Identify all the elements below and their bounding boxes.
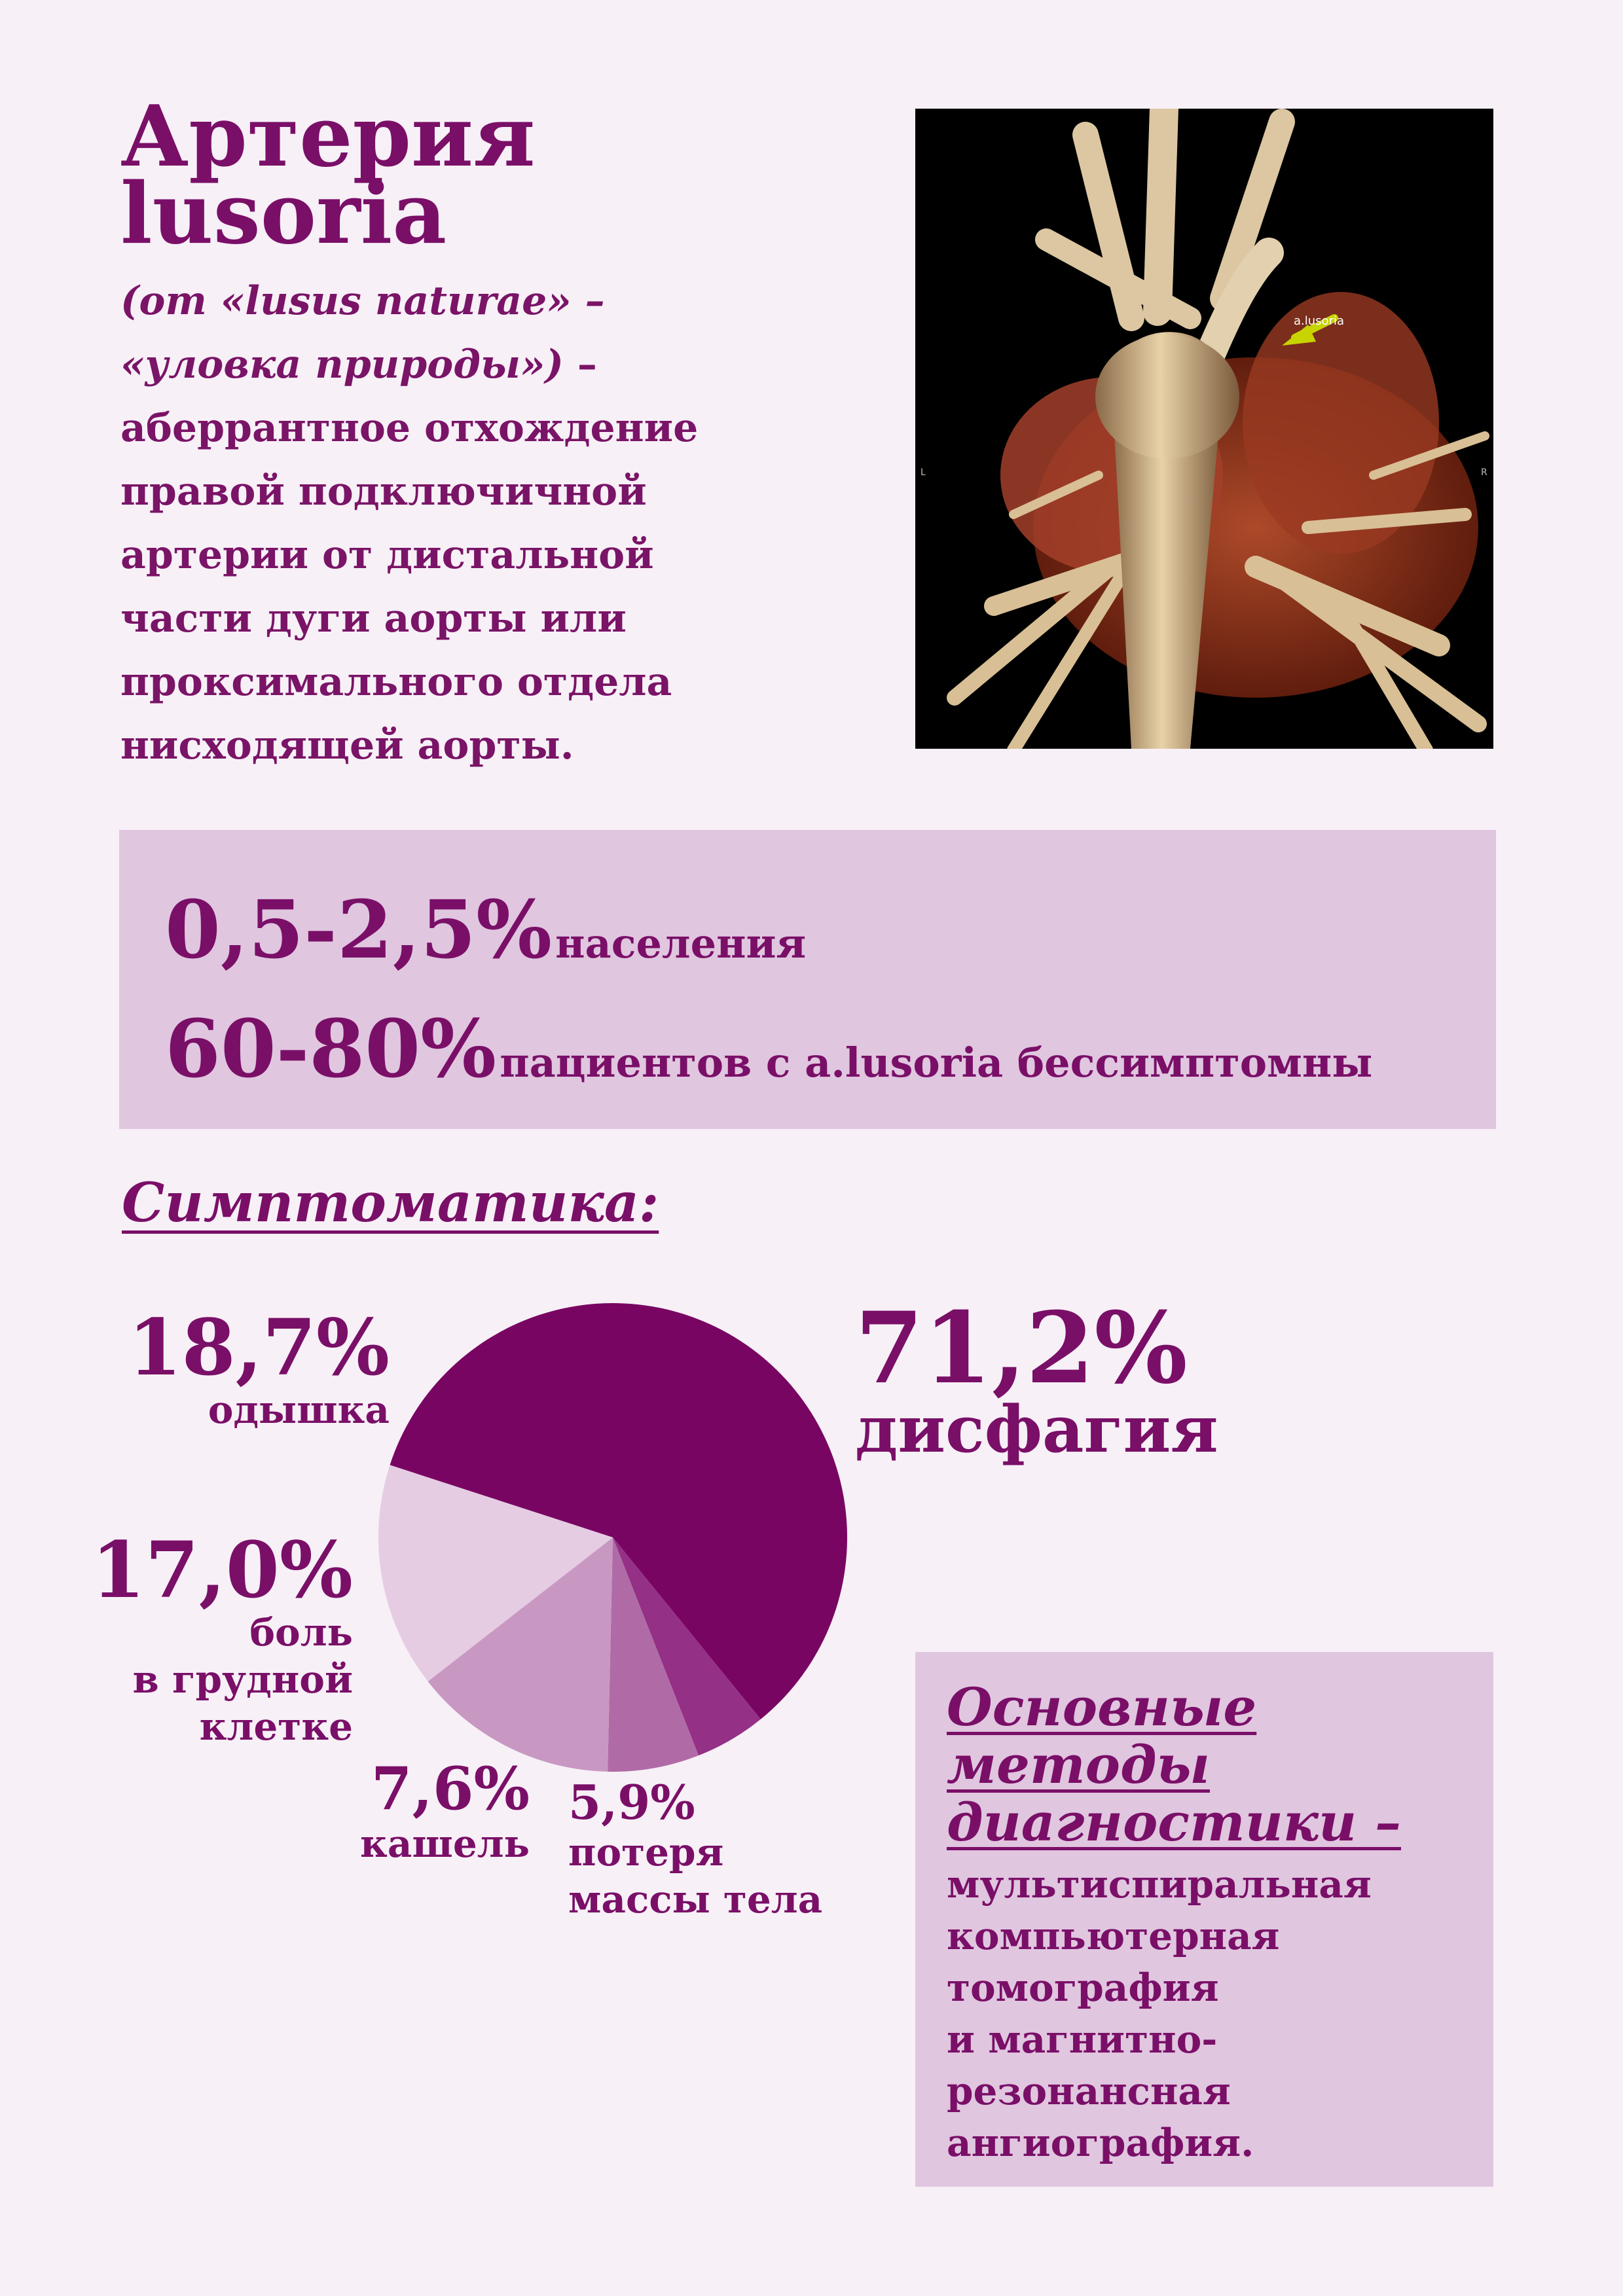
diagnostics-heading: [947, 1678, 1477, 1851]
stat-asymptomatic-value: 60-80%: [165, 1001, 497, 1096]
label-weight-loss: [568, 1776, 822, 1923]
stat-asymptomatic-text: пациентов с a.lusoria бессимптомны: [500, 1039, 1373, 1086]
diagnostics-box: [915, 1652, 1493, 2187]
diagnostics-text: [947, 1859, 1477, 2169]
diagnostics-text-line: мультиспиральная: [947, 1862, 1372, 1907]
label-weight-loss-text: потеря: [568, 1830, 724, 1874]
image-annotation: a.lusoria: [1294, 314, 1344, 328]
label-cough: [360, 1754, 530, 1867]
symptoms-heading: Симптоматика:: [122, 1172, 659, 1234]
label-dysphagia: [855, 1291, 1218, 1467]
label-chest-pain: [91, 1524, 353, 1750]
diagnostics-content: [947, 1678, 1477, 2169]
label-chest-pain-text: клетке: [199, 1704, 353, 1749]
etymology-line-1: (от «lusus naturae» –: [120, 278, 605, 324]
definition-line: нисходящей аорты.: [120, 723, 574, 768]
etymology-dash: –: [563, 342, 597, 387]
diagnostics-heading-line: Основные: [947, 1676, 1257, 1738]
diagnostics-heading-line: диагностики –: [947, 1791, 1401, 1853]
label-dyspnea-text: одышка: [208, 1388, 390, 1432]
diagnostics-heading-line: методы: [947, 1734, 1210, 1795]
label-weight-loss-text: массы тела: [568, 1877, 823, 1922]
label-dysphagia-value: 71,2%: [855, 1291, 1188, 1406]
orientation-left-marker: L: [921, 467, 926, 478]
diagnostics-text-line: ангиография.: [947, 2121, 1254, 2165]
label-cough-text: кашель: [360, 1821, 530, 1866]
label-chest-pain-text: боль: [249, 1610, 353, 1655]
page-title: [120, 88, 536, 263]
diagnostics-text-line: резонансная: [947, 2069, 1231, 2113]
statistics-box: [119, 830, 1496, 1129]
definition-line: части дуги аорты или: [120, 596, 627, 641]
stat-population-text: населения: [555, 920, 807, 967]
diagnostics-text-line: томография: [947, 1965, 1219, 2010]
definition-line: аберрантное отхождение: [120, 405, 699, 451]
label-chest-pain-value: 17,0%: [91, 1524, 353, 1615]
orientation-right-marker: R: [1481, 467, 1487, 478]
label-dyspnea: [128, 1302, 390, 1433]
label-dysphagia-text: дисфагия: [855, 1392, 1218, 1467]
title-line-1: Артерия: [120, 88, 536, 186]
definition-line: артерии от дистальной: [120, 532, 654, 578]
label-weight-loss-value: 5,9%: [568, 1774, 695, 1830]
label-cough-value: 7,6%: [371, 1754, 530, 1823]
diagnostics-text-line: и магнитно-: [947, 2017, 1218, 2062]
title-line-2: lusoria: [120, 165, 447, 263]
definition-line: проксимального отдела: [120, 659, 672, 705]
stat-asymptomatic: [165, 1001, 1372, 1096]
definition-text: [120, 270, 762, 778]
aorta-3d-render: [915, 109, 1493, 749]
stat-population-value: 0,5-2,5%: [165, 882, 553, 977]
definition-line: правой подключичной: [120, 469, 647, 514]
stat-population: [165, 882, 806, 977]
diagnostics-text-line: компьютерная: [947, 1914, 1280, 1958]
etymology-line-2: [120, 333, 762, 397]
label-dyspnea-value: 18,7%: [128, 1302, 390, 1393]
etymology-translation: «уловка природы»): [120, 342, 564, 387]
ct-angiography-image: [915, 109, 1493, 749]
label-chest-pain-text: в грудной: [132, 1657, 353, 1702]
symptoms-pie-chart: [378, 1303, 847, 1772]
